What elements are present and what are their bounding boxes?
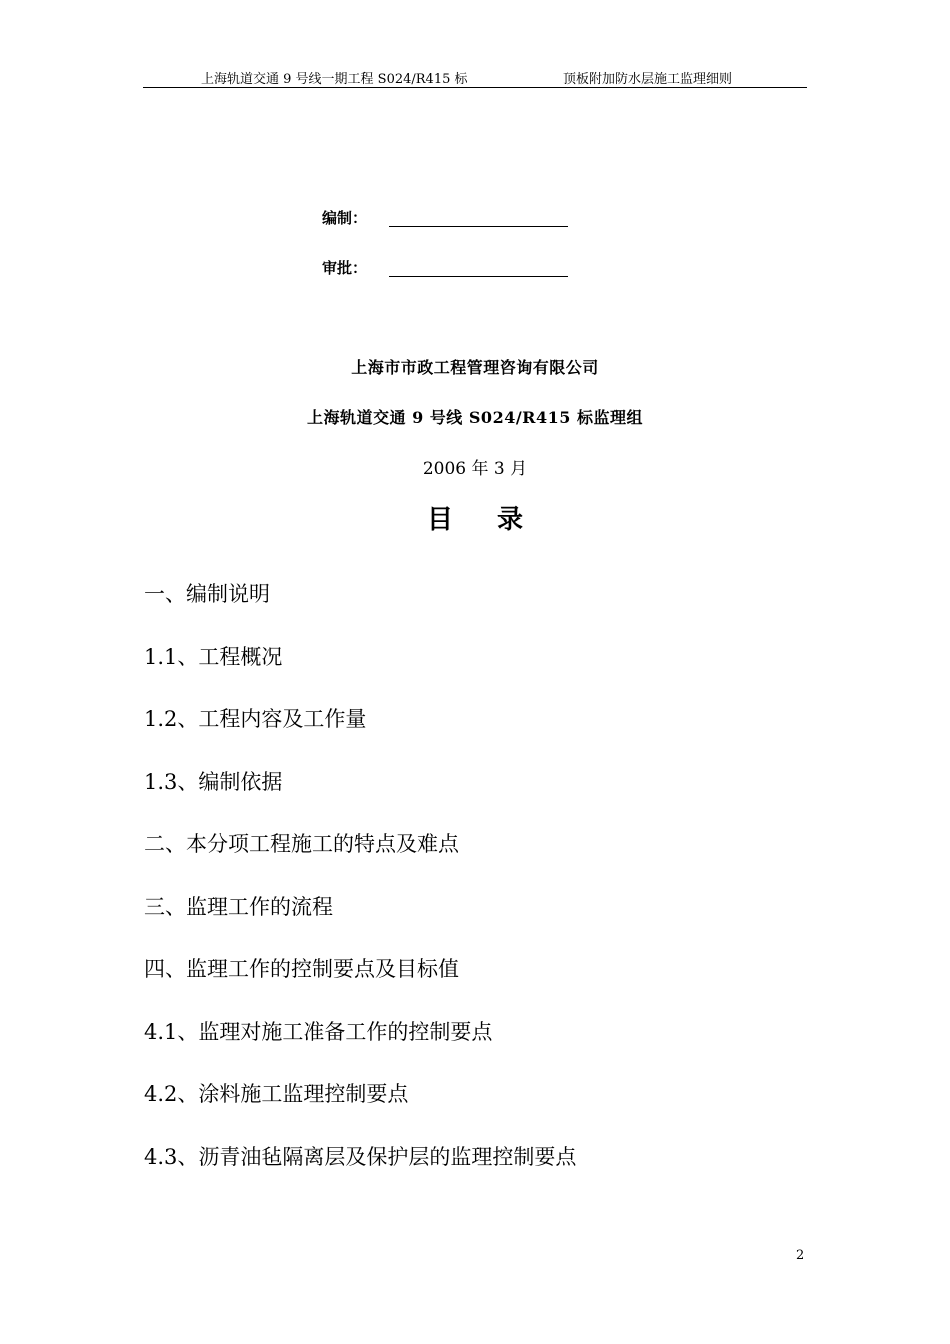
toc-item: 4.2、涂料施工监理控制要点 <box>144 1082 409 1106</box>
page-header <box>143 66 807 88</box>
toc-title: 目录 <box>426 505 567 535</box>
header-project-title: 上海轨道交通 9 号线一期工程 S024/R415 标 <box>201 72 468 87</box>
toc-item: 4.1、监理对施工准备工作的控制要点 <box>144 1019 493 1044</box>
toc-item: 一、编制说明 <box>144 582 270 606</box>
toc-item: 四、监理工作的控制要点及目标值 <box>144 957 459 981</box>
table-of-contents <box>144 578 576 1203</box>
toc-item: 4.3、沥青油毡隔离层及保护层的监理控制要点 <box>144 1144 577 1169</box>
toc-item: 二、本分项工程施工的特点及难点 <box>144 832 459 856</box>
page-number: 2 <box>796 1248 805 1263</box>
header-document-title: 顶板附加防水层施工监理细则 <box>563 72 733 87</box>
compiled-by-label: 编制： <box>322 209 368 227</box>
company-name: 上海市市政工程管理咨询有限公司 <box>351 358 599 377</box>
supervision-group-name: 上海轨道交通 9 号线 S024/R415 标监理组 <box>307 408 643 427</box>
toc-item: 1.3、编制依据 <box>144 769 283 794</box>
compiled-by-signature-line <box>389 226 568 227</box>
toc-item: 三、监理工作的流程 <box>144 894 333 919</box>
document-date: 2006 年 3 月 <box>422 459 528 479</box>
toc-item: 1.2、工程内容及工作量 <box>144 707 367 731</box>
toc-item: 1.1、工程概况 <box>144 644 283 669</box>
approved-by-label: 审批： <box>322 259 368 277</box>
approved-by-signature-line <box>389 276 568 277</box>
